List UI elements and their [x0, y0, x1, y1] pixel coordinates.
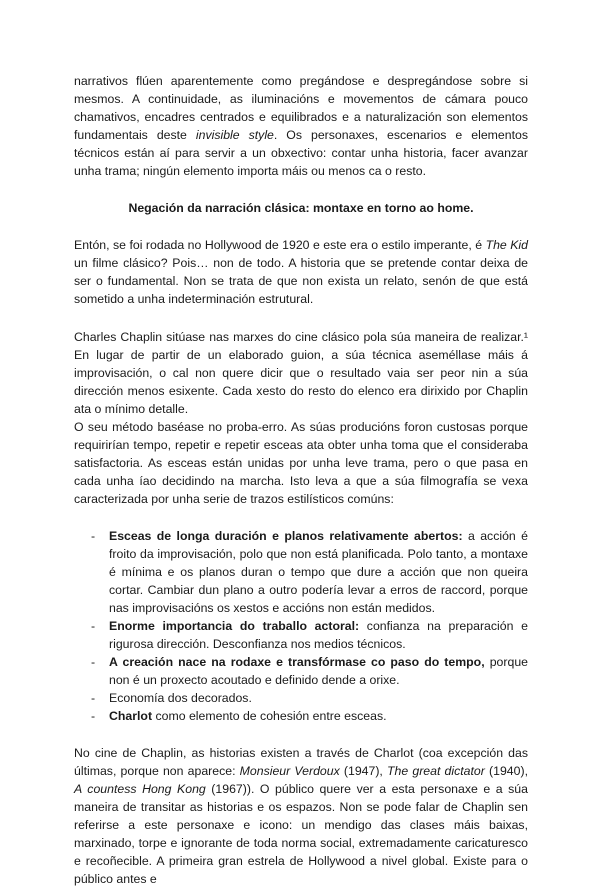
traits-list — [74, 527, 528, 725]
list-item-bold: Charlot — [109, 709, 153, 723]
list-dash: - — [91, 619, 96, 633]
list-item — [74, 689, 528, 707]
list-item — [74, 617, 528, 653]
intro-emphasis: invisible style — [195, 128, 274, 142]
intro-text-2: . Os personaxes, escenarios e elementos técnicos están aí para servir a un obxectivo: contar unha historia, facer avanzar unha trama; ningún elemento importa máis ou menos ca o resto. — [74, 128, 528, 178]
list-item-bold: Esceas de longa duración e planos relativamente abertos: — [109, 529, 463, 543]
list-item-text: Economía dos decorados. — [109, 691, 252, 705]
kid-paragraph — [74, 236, 528, 308]
list-item-text: porque non é un proxecto acoutado e definido dende a orixe. — [109, 655, 528, 687]
chaplin-paragraph: Charles Chaplin sitúase nas marxes do cine clásico pola súa maneira de realizar.¹ En lugar de partir de un elaborado guion, a súa técnica aseméllase máis á improvisación, o cal non quere dicir que o resultado vaia ser peor nin a súa dirección menos esixente. Cada xesto do resto do elenco era dirixido por Chaplin ata o mínimo detalle. — [74, 330, 528, 416]
list-item-text: confianza na preparación e rigurosa dirección. Desconfianza nos medios técnicos. — [109, 619, 528, 651]
charlot-text-3: (1940), — [484, 764, 528, 778]
intro-paragraph — [74, 72, 528, 180]
list-dash: - — [91, 691, 96, 705]
list-item-bold: Enorme importancia do traballo actoral: — [109, 619, 360, 633]
charlot-text-1: No cine de Chaplin, as historias existen a través de Charlot (coa excepción das últimas, porque non aparece: — [74, 746, 528, 778]
kid-text-2: un filme clásico? Pois… non de todo. A historia que se pretende contar deixa de ser o fundamental. Non se trata de que non exista un relato, senón de que está sometido a unha indeterminación estrutural. — [74, 256, 528, 306]
kid-text-1: Entón, se foi rodada no Hollywood de 1920 e este era o estilo imperante, é — [74, 238, 486, 252]
list-item-bold: A creación nace na rodaxe e transfórmase co paso do tempo, — [109, 655, 485, 669]
list-item-text: a acción é froito da improvisación, polo que non está planificada. Polo tanto, a montaxe é mínima e os planos duran o tempo que dure a acción que non queira cortar. Cambiar dun plano a outro podería levar a erros de raccord, porque nas improvisacións os xestos e accións non están medidos. — [109, 529, 528, 615]
charlot-paragraph — [74, 744, 528, 888]
list-dash: - — [91, 709, 96, 723]
kid-title-emphasis: The Kid — [485, 238, 528, 252]
list-item — [74, 527, 528, 617]
method-paragraph: O seu método baséase no proba-erro. As súas producións foron custosas porque requirirían tempo, repetir e repetir esceas ata obter unha toma que el consideraba satisfactoria. As esceas están unidas por unha leve trama, pero o que pasa en cada unha íao decidindo na marcha. Isto leva a que a súa filmografía se vexa caracterizada por unha serie de trazos estilísticos comúns: — [74, 420, 528, 506]
list-dash: - — [91, 655, 96, 669]
intro-text-1: narrativos flúen aparentemente como pregándose e despregándose sobre si mesmos. A continuidade, as iluminacións e movementos de cámara pouco chamativos, encadres centrados e equilibrados e a naturalización son elementos fundamentais deste — [74, 74, 528, 142]
list-dash: - — [91, 529, 96, 543]
film-title-dictator: The great dictator — [387, 764, 485, 778]
charlot-text-2: (1947), — [339, 764, 388, 778]
film-title-verdoux: Monsieur Verdoux — [239, 764, 340, 778]
film-title-countess: A countess Hong Kong — [74, 782, 206, 796]
list-item-text: como elemento de cohesión entre esceas. — [152, 709, 387, 723]
charlot-text-4: (1967)). O público quere ver a esta personaxe e a súa maneira de transitar as historias e os espazos. Non se pode falar de Chaplin sen referirse a este personaxe e icono: un mendigo das clases máis baixas, marxinado, torpe e ignorante de toda norma social, extremadamente caricaturesco e recoñecible. A primeira gran estrela de Hollywood a nivel global. Existe para o público antes e — [74, 782, 528, 886]
list-item — [74, 707, 528, 725]
list-item — [74, 653, 528, 689]
section-heading: Negación da narración clásica: montaxe en torno ao home. — [128, 201, 474, 215]
